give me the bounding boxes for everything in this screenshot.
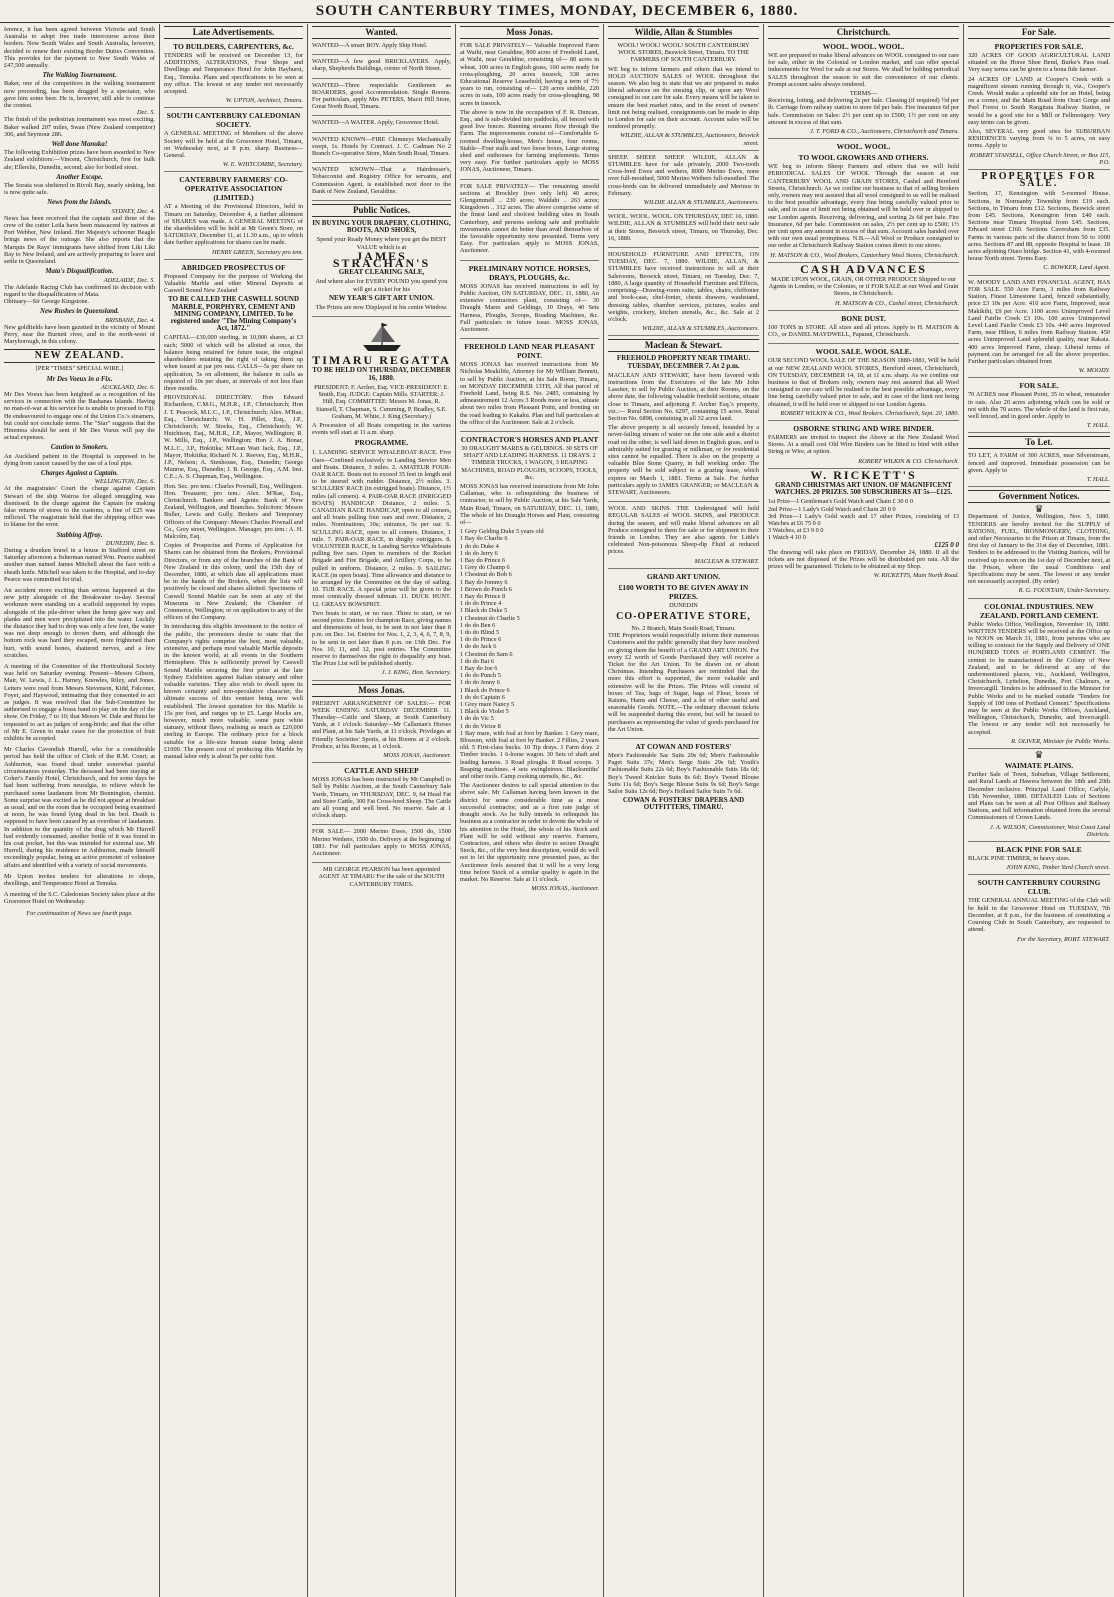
section-heading: Late Advertisements. [164, 26, 303, 39]
section-heading-nz: NEW ZEALAND. [4, 349, 155, 363]
advertisement [460, 183, 599, 261]
ad-body: Section, 17, Kensington with 5-roomed House. Sections, in Normanby Township from £19 each. Sections, in Timaru from £12. Sections, Beswick street from £45. Sections, Kensington from £40 each. Sections near Timaru Hospital from £45. Sections, Edward street £160. Sections Caversham from £35. Farms in various parts of the district from 50 to 1000 acres. Sections 87 and 88, opposite Hospital to lease. 18 acres adjoining Otaio bridge. Section 41, with 4-roomed house North street. Terms Easy. [968, 190, 1110, 263]
advertisement [768, 142, 959, 263]
ad-body: Public Works Office, Wellington, November 16, 1880. WRITTEN TENDERS will be received at the Office up to NOON on March 31, 1881, from persons who are willing to contract for the Supply and Delivery of ONE HUNDRED TONS of PORTLAND CEMENT. The cement to be manufactured in the Colony of New Zealand, and to be delivered at any of the undermentioned places, viz., Auckland, Wellington, Christchurch, Lyttelton, Dunedin, Port Chalmers, or Invercargill. Tenders to be addressed to the Minister for Public Works and to be marked outside "Tenders for Supply of 100 tons of Portland Cement." Specifications may be seen at the Public Works Offices, Auckland, Wellington, Christchurch, Dunedin, and Invercargill. The lowest or any tender will not necessarily be accepted. [968, 620, 1110, 736]
news-paragraph: The Adelaide Racing Club has confirmed its decision with regard to the disqualification of Mata. [4, 283, 155, 298]
news-heading: Mr Des Voeux in a Fix. [46, 375, 113, 383]
horse-list-item: 1 do do Jenny 6 [460, 679, 500, 687]
ad-body: 30 DRAUGHT MARES & GELDINGS. 30 SETS OF SHAFT AND LEADING HARNESS. 11 DRAYS. 2 TIMBER TRUCKS, 1 WAGON, 3 REAPING MACHINES, ROAD PLOUGHS, SCOOPS, TOOLS, &c. [461, 444, 598, 481]
prize-list-item: 3rd Prize—1 Lady's Gold watch and 17 other Prizes, consisting of 13 Watches at £6 75 0 0 [768, 512, 959, 527]
ad-signature: MACLEAN & STEWART. [694, 557, 759, 565]
ad-body: Receiving, lotting, and delivering 2s per bale. Classing (if required) ½d per lb. Carriage from railway station to store 6d per bale. Fire insurance 6d per bale. Commission on Sales: 2½ per cent up to £500; 1½ per cent on any amount in excess of that sum. [768, 97, 959, 126]
ad-body: PRESIDENT: F. Archer, Esq. VICE-PRESIDENT: E. Smith, Esq. JUDGE: Captain Mills. STARTER: J. Hill, Esq. COMMITTEE: Messrs M. Jonas, R. Stansell, T. Chapman, S. Cumming, P. Bradley, S.E. Graham, M. White, J. King (Secretary.) [314, 383, 449, 420]
advertisement [312, 82, 451, 117]
ad-body: W. MOODY LAND AND FINANCIAL AGENT, HAS FOR SALE. 550 Acre Farm, 3 miles from Railway Station, Finest Limestone Land, fenced substantially, price £3 10s per Acre. 410 acre Farm, Improved, near Makikihi, £9 per Acre. 1100 acres Unimproved Level Land Fairlie Creek £3 10s. 100 acres Unimproved Level Land Fairlie Creek £3 10s. 440 acres Improved Farm, near Hilton, 6 miles from Railway Station. 450 acres Unimproved Land splendid quality, near Rakaia. 400 acres Improved Farm, cheap. Liberal terms of payment can be arranged for all the above properties. Further particulars obtained from [968, 278, 1110, 365]
ad-body: Copies of Prospectus and Forms of Application for Shares can be obtained from the Brokers, Provisional Directors, or from any of the branches of the Bank of New Zealand in this colony, until the 15th day of December, 1880, at which date all applications must be in the hands of the Brokers, when the lists will positively be closed and shares allotted. Specimens of Caswell Sound Marble can be seen at any of the Museums in New Zealand; the Chamber of Commerce, Wellington; or on application to any of the officers of the Company. [164, 542, 303, 622]
ad-title: WOOL! WOOL! WOOL! SOUTH CANTERBURY WOOL STORES, Beswick Street, Timaru. TO THE FARMERS OF SOUTH CANTERBURY. [617, 42, 750, 64]
ad-signature: HENRY GREEN, Secretary pro tem. [211, 248, 303, 256]
ad-body: PROVISIONAL DIRECTORY. Hon Edward Richardson, C.M.G., M.H.R., J.P., Christchurch; Hon J. T. Peacock, M.L.C., J.P., Christchurch; Alex. M'Rae, Esq., Christchurch; W. H. Pillet, Esq., J.P., Christchurch; W. Stocks, Esq., Christchurch; W. Hutchison, Esq., M.H.R., J.P., Mayor, Wellington; R. W. Mills, Esq., J.P., Wellington; Hon J. A. Bonar, M.L.C., J.P., Hokitika; M'Lean Wait Jack, Esq., J.P., Mayor, Hokitika; Richard N. J. Reeves, Esq., M.H.R., J.P., Nelson; A. Stenhouse, Esq., Dunedin; George Munroe, Esq., Dunedin; J. B. George, Esq., A.M. Inst. C.E.; A. S. Chapman, Esq., Wellington. [164, 394, 303, 481]
ad-title: WAIMATE PLAINS. [1004, 761, 1074, 771]
ad-signature: COWAN & FOSTERS' DRAPERS AND OUTFITTERS, TIMARU. [622, 796, 745, 812]
ad-body: Men's Fashionable Sac Suits 29s 6d; Men's Fashionable Paget Suits 37s; Men's Serge Suits 29s 6d; Youth's Fashionable Suits 22s 6d; Boy's Fashionable Suits 18s 6d; Boy's Tweed Knicker Suits 8s 6d; Boy's Tweed Blouse Suits 11s 6d; Boy's Serge Blouse Suits 9s 6d; Boy's Serge Sailor Suits 12s 6d; Boy's Holland Sailor Suits 7s 6d. [608, 752, 759, 796]
news-heading: The Walking Tournament. [42, 72, 117, 80]
advertisement [968, 279, 1110, 379]
ad-body: OUR SECOND WOOL SALE OF THE SEASON 1880-1881, Will be held at our NEW ZEALAND WOOL STORES, Hereford street, Christchurch, ON TUESDAY, DECEMBER 14, 18, at 11 a.m. sharp. As we confine our business to that of Brokers only, owners may rest assured that all Wool consigned to our care will be realised to the best possible advantage, every line being carefully valued prior to sale, and in case of the limit not being obtained, it will be held over or shipped to our London Agents. [768, 357, 959, 408]
news-paragraph: The following Exhibition prizes have been awarded to New Zealand exhibitors:—Vincent, Christchurch, first for bulk ale; Ellerslie, Dunedin, second; also for bottled stout. [4, 149, 155, 171]
ad-body: FARMERS are invited to inspect the Above at the New Zealand Wool Stores. At a small cost Old Wire Binders can be fitted to bind with either String or Wire, at option. [768, 433, 959, 456]
ad-body: The drawing will take place on FRIDAY, December 24, 1880. If all the tickets are not disposed of the Prizes will be distributed pro rata. All the prizes will be guaranteed. Tickets to be obtained at my Shop. [768, 548, 959, 571]
ad-body: WE beg to inform Sheep Farmers and others that we will hold PERIODICAL SALES OF WOOL Through the season at our CANTERBURY WOOL AND GRAIN STORES, Cashel and Hereford Streets, Christchurch. As we confine our business to that of selling brokers only, owners may rest assured that all wool consigned to us will be realised to the best possible advantage, every fine being carefully valued prior to sale, and in case of limit not being obtained will be held over or shipped to our London agents. Receiving, delivering, and sorting 2s 6d per bale. Fire Insurance, 6d per bale. Commission on sales, 2½ per cent up to £500; 1½ per cent upon any amount in excess of that sum. Account sales handed over with our own usual promptness. N.B.—All Wool or Produce consigned to our order at Christchurch Railway Station comes direct to our stores. [768, 163, 959, 250]
ad-body: WANTED—Three respectable Gentlemen as BOARDERS, good Accommodation. Single Rooms. For particulars, apply Mrs PETERS, Macri Hill Store, Great North Road, Timaru. [312, 81, 451, 111]
late-ads-column [160, 24, 308, 1597]
ad-body: The above is now in the occupation of F. R. Duncan, Esq., and is sub-divided into paddocks, all fenced with good live fences. Running streams flow through the Farm. The improvements consist of—Comfortable 6-roomed dwelling-house, Men's house, four rooms, Stable—Four stalls and two loose boxes, Large storing shed and outhouses for farming implements. Terms very easy. For further particulars apply to MOSS JONAS, Auctioneer, Timaru. [460, 108, 599, 174]
advertisement [608, 154, 759, 210]
ad-title: FOR SALE. [1019, 381, 1059, 391]
ad-body: 24 ACRES OF LAND at Cooper's Creek with a magnificent stream running through it, viz., Cooper's Creek. Would make a splendid site for an Hotel, being on a corner, and the Main Road from Orari Gorge and Peel Forest to South Rangitata Railway Station, or would be a good site for a Mill or Fellmongery. Very easy terms can be given. [968, 75, 1110, 126]
ad-signature: For the Secretary, ROBT. STEWART. [1016, 935, 1110, 943]
news-paragraph: News has been received that the captain and three of the crew of the cutter Leila have been massacred by natives at Port Webber, New Ireland. Her Majesty's schooner Beagle brings news of the outrage. She also reports that the Marquis De Rays' immigrants have shifted from Liki Liki Bay to New Ireland, and are actively preparing to leave and settle in Queensland. [4, 214, 155, 266]
ad-body: Spend your Ready Money where you get the BEST VALUE which is at [316, 236, 447, 251]
advertisement [312, 42, 451, 55]
ad-title: WOOL. WOOL. [836, 142, 891, 152]
advertisement [608, 251, 759, 336]
ad-title: JAMES STRACHAN'S [332, 248, 431, 271]
ad-body: Proposed Company for the purpose of Working the Valuable Marble and other Mineral Deposits at Caswell Sound New Zealand [164, 272, 303, 295]
ad-body: CAPITAL—£30,000 sterling, in 10,000 shares, at £3 each; 5000 of which will be allotted at once, the balance being retained for future issue, the original shareholders retaining the right of taking them up when issued at par pro rata. CALLS—5s per share on application, 5s on allotment, the balance in calls as required of 10s per share, at intervals of not less than three months. [164, 334, 303, 392]
continuation-note: For continuation of News see fourth page. [26, 909, 133, 917]
news-heading: Charges Against a Captain. [40, 469, 119, 477]
advertisement [312, 136, 451, 164]
ad-body: WE beg to inform farmers and others that we intend to HOLD AUCTION SALES of WOOL throughout the season. We also beg to state that we are prepared to make liberal advances on the ensuing clip, or upon any Wool consigned to our care for sale. Every means will be taken to ensure the best market rates, and in the event of owners' limit not being realised, consignments can be made to ship to London for sale on their account. Account sales will be rendered promptly. [608, 65, 759, 131]
section-heading: Christchurch. [768, 26, 959, 39]
ad-body: Further Sale of Town, Suburban, Village Settlement, and Rural Lands at Hawera between the 18th and 20th December inclusive. Principal Land Office, Carlyle, 15th November, 1880. DETAILED Lists of Sections and Plans can be seen at all Post Offices and Railway Stations, and full information obtained from the several Commissioners of Crown Lands. [968, 771, 1110, 822]
ad-title: OSBORNE STRING AND WIRE BINDER. [793, 423, 934, 433]
advertisement [768, 424, 959, 469]
news-paragraph: Baker, one of the competitors in the walking tournament now proceeding, has been drugged by a spectator, who gave him some beer. He is, however, still able to continue the contest. [4, 80, 155, 110]
ad-signature: T. HALL. [1086, 475, 1110, 483]
sailing-ship-icon [359, 320, 405, 354]
ad-title: COLONIAL INDUSTRIES. NEW ZEALAND. PORTLAND CEMENT. [979, 601, 1099, 620]
ad-body: The Prizes are now Displayed in his centre Window. [315, 304, 448, 312]
ad-signature: J. T. FORD & CO., Auctioneers, Christchurch and Timaru. [810, 128, 959, 136]
section-heading: Maclean & Stewart. [608, 339, 759, 352]
horse-list-item: 1 do do Prince 4 [460, 600, 502, 608]
ad-title: FREEHOLD PROPERTY NEAR TIMARU. TUESDAY, DECEMBER 7. At 2 p.m. [616, 354, 751, 370]
ad-body: 70 ACRES near Pleasant Point, 35 in wheat, remainder in oats. Also 20 acres adjoining which can be sold or not with the 70 acres. The whole of the land is first rate, well fenced, and in good order. Apply to [968, 391, 1110, 420]
ad-body: The Auctioneer desires to call special attention to the above sale. Mr Callaman having been known in the district for some considerable time as a most successful contractor, and as a first rate judge of draught stock. As he fully intends to relinquish his business as a contractor in order to devote the whole of his attention to the Hotel, the whole of his Stock and Plant will be sold without any reserve. Farmers, Contractors, and others who desire to secure Draught Stock, &c., of the very best description, would do well not to let the opportunity now presented pass, as the Auctioneer feels assured that it will be a very long time before Stock of a similar quality is again in the market. No Reserve. Sale at 11 o'clock. [460, 782, 599, 883]
advertisement [312, 866, 451, 893]
news-heading: News from the Islands. [47, 199, 112, 207]
royal-crest-icon: ♛ [1034, 504, 1044, 516]
news-paragraph: Mr Upton invites tenders for alterations to shops, dwellings, and Temperance Hotel at Temuka. [4, 872, 155, 887]
ad-title: PROPERTIES FOR SALE. [994, 42, 1084, 51]
masthead: SOUTH CANTERBURY TIMES, MONDAY, DECEMBER 6, 1880. [0, 0, 1114, 23]
ad-body: MOSS JONAS has received instructions to sell by Public Auction, ON SATURDAY, DEC. 11, 1880, An extensive contractors plant, consisting of— 30 Draught Mares and Geldings, 10 Drays, 40 Sets Harness, Ploughs, Scoops, Roading Machines, &c. Full particulars in future issue. MOSS JONAS, Auctioneer. [460, 282, 599, 333]
ad-signature: MOSS JONAS, Auctioneer. [383, 752, 451, 760]
ad-signature: JOHN KING, Timber Yard Church street. [1006, 864, 1110, 872]
advertisement [312, 220, 451, 317]
advertisement [312, 119, 451, 132]
ad-body: A GENERAL MEETING of Members of the above Society will be held at the Grosvenor Hotel, Timaru, on Wednesday next, at 8 p.m. sharp. Business—General. [164, 130, 303, 160]
news-paragraph: The Sorata was sheltered in Rivoli Bay, nearly sinking, but is now quite safe. [4, 182, 155, 197]
ad-title: CASH ADVANCES [800, 261, 927, 276]
advertisement [968, 381, 1110, 433]
news-paragraph: An Auckland patient in the Hospital is supposed to be dying from cancer caused by the use of a foul pipe. [4, 452, 155, 467]
horse-list-item: 1 Bay do Charlie 6 [460, 535, 508, 543]
ad-body: FOR SALE PRIVATELY— The remaining unsold sections at Brockley (two only left) 40 acres; Glengummell .. 230 acres; Waldahi .. 263 acres; Kingsdown .. 312 acres. The above comprise some of the finest land and choicest building sites in South Canterbury, and persons seeking safe and profitable investments cannot do better than avail themselves of the favorable opportunity now presented. Terms very Easy. For particulars apply to MOSS JONAS, Auctioneer. [460, 182, 599, 255]
ad-body: MACLEAN AND STEWART, have been favored with instructions from the Executors of the late Mr John Lassiter, to sell by Public Auction, at their Rooms, on the above date, the following valuable freehold sections, situate close to Timaru, and adjoining F. Archer Esq.'s property, viz.:— Rural Section No. 6297, containing 15 acres. Rural Section No. 6898, containing in all 32 acres land. [608, 371, 759, 422]
advertisement [312, 320, 451, 680]
advertisement [968, 173, 1110, 276]
ad-body: WE are prepared to make liberal advances on WOOL consigned to our care for sale, either in the Colonial or London market, and can offer special inducements for Wool for sale at our Stores. We shall be holding periodical SALES throughout the season to suit the convenience of our clients. Prompt account sales always rendered. [768, 52, 959, 88]
dateline: SYDNEY, Dec. 4. [111, 207, 155, 215]
ad-body: GRAND CHRISTMAS ART UNION. OF MAGNIFICENT WATCHES. 20 PRIZES. 500 SUBSCRIBERS AT 5s—£125. [774, 480, 953, 497]
prize-total: £125 0 0 [934, 540, 959, 549]
horse-list-item: 1 Bay do Prince 8 [460, 593, 506, 600]
moss-jonas-column [456, 24, 604, 1597]
horse-list-item: 1 Brown do Punch 6 [460, 585, 512, 593]
horse-list-item: 1 do do Captain 6 [460, 693, 505, 701]
news-paragraph: Obituary—Sir George Kingstone. [4, 298, 90, 306]
ad-signature: ROBERT WILKIN & CO., Wool Brokers. Christchurch, Sept. 20, 1880. [780, 409, 959, 417]
advertisement [460, 264, 599, 339]
advertisement [164, 111, 303, 172]
ad-title: TO BUILDERS, CARPENTERS, &c. [173, 42, 294, 51]
ad-body: IN BUYING YOUR DRAPERY, CLOTHING, BOOTS, AND SHOES, [312, 219, 451, 235]
ad-title: CO-OPERATIVE STORE, [616, 611, 751, 622]
ad-body: HOUSEHOLD FURNITURE AND EFFECTS, ON TUESDAY, DEC. 7, 1880. WILDIE, ALLAN, & STUMBLES have received instructions to sell at their Salerooms, Beswick street, Timaru, on Tuesday, Dec. 7, 1880, A large quantity of Household Furniture and Effects, comprising—Drawing-room suite, tables, chairs, chiffonier and book-case, chef-fonier, chests drawers, washstand, dressing tables, chamber services, pictures, scales and weights, crockery, kitchen utensils, &c., &c. Sale at 2 o'clock. [608, 251, 759, 323]
advertisement [768, 314, 959, 344]
advertisement [460, 42, 599, 180]
section-heading: Moss Jonas. [312, 684, 451, 697]
ad-body: THE GENERAL ANNUAL MEETING of the Club will be held in the Grosvenor Hotel on TUESDAY, 7th December, at 8 p.m., for the business of constituting a Coursing Club in South Canterbury, are requested to attend. [968, 897, 1110, 934]
ad-body: 320 ACRES OF GOOD AGRICULTURAL LAND situated on the Horse Shoe Bend, Burke's Pass road. Very easy terms can be given to a bona fide farmer. [968, 52, 1110, 74]
ad-title: W. RICKETT'S [810, 467, 917, 482]
wire-subheading: [PER "TIMES" SPECIAL WIRE.] [35, 365, 124, 373]
ad-body: 100 TONS in STORE. All sizes and all prices. Apply to H. MATSON & CO., or DANIEL MAYDWELL, Papanui, Christchurch. [768, 323, 959, 339]
ad-signature: J. A. WILSON, Commissioner, West Coast Land Districts. [989, 823, 1110, 838]
section-heading: Wildie, Allan & Stumbles [608, 26, 759, 39]
advertisement [608, 42, 759, 151]
ad-title: WOOL. WOOL. WOOL. [822, 42, 905, 51]
ad-signature: W. MOODY. [1078, 367, 1110, 375]
advertisement [768, 347, 959, 421]
news-heading: New Rushes in Queensland. [40, 308, 119, 316]
ad-title: BONE DUST. [841, 313, 886, 323]
ad-signature: J. J. KING, Hon. Secretary. [381, 669, 451, 677]
ad-title: GRAND ART UNION. [646, 571, 721, 581]
ad-body: In introducing this eligible investment to the notice of the public, the promoters desire to state that the Company's rights comprise the best, most valuable, extensive, and perhaps most valuable Marble deposits in the known world, at all events in the Southern Hemisphere. This is sufficiently proved by Caswell Sound Marble securing the first prize at the late Sydney Exhibition against Italian statuary and other valuable varieties. They also wish to dwell upon its known certainty and non-speculative character, the ultimate success of this venture being now well established. The lowest quotation for this Marble is 15s per foot, and ranges up to £5. Large blocks are, however, much more valuable, some pure white statuary, without flaws, realising as much as £20,000 sterling in Europe. The ordinary price for a block suitable for a life-size human statue being about £1000. The present cost of producing this Marble by manual labor only is about 5s per cubic foot. [164, 623, 303, 761]
ad-body: MOSS JONAS has received instructions from Mr John Callaman, who is relinquishing the business of contractor, to sell by Public Auction, at his Sale Yards, Main Road, Timaru, on SATURDAY, DEC. 11, 1880, The whole of his Draught Horses and Plant, consisting of— [460, 482, 599, 526]
ad-body: GREAT CLEARING SALE, [338, 268, 425, 277]
news-paragraph: During a drunken brawl in a house in Stafford street on Saturday afternoon a fisherman named Wm. Pearce stabbed another man named James Mitchell about the face with a sheath knife. Mitchell was taken to the Hospital, and to-day Pearce was committed for trial. [4, 547, 155, 583]
ad-signature: W. E. WHITCOMBE, Secretary. [222, 161, 303, 169]
news-paragraph: A meeting of the S.C. Caledonian Society takes place at the Grosvenor Hotel on Wednesday. [4, 891, 155, 906]
dateline: Dec. 5. [136, 109, 155, 117]
news-heading: Stabbing Affray. [56, 531, 103, 539]
section-heading: Government Notices. [968, 490, 1110, 503]
advertisement [608, 572, 759, 739]
dateline: WELLINGTON, Dec. 6. [94, 478, 155, 486]
ad-body: Department of Justice, Wellington, Nov. 5, 1880. TENDERS are hereby invited for the SUPPLY of RATIONS, FUEL, IRONMONGERY, CLOTHING, and other Necessaries to the Prison at Timaru, from the first day of January to the 31st day of December, 1881. Tenders to be addressed to the Visiting Justices, will be received up to noon on the 1st day of December next, at the Prison, where the usual Conditions and Specifications may be seen. The lowest or any tender not necessarily accepted. (By order) [968, 513, 1110, 586]
dateline: ADELAIDE, Dec. 5. [103, 276, 155, 284]
ad-title: CATTLE AND SHEEP [344, 766, 419, 776]
horse-list [460, 528, 599, 730]
news-heading: Caution to Smokers. [50, 444, 109, 452]
ad-signature: MOSS JONAS, Auctioneer. [531, 885, 599, 893]
horse-list-item: 1 Bay do Jommy 6 [460, 578, 508, 586]
news-heading: Well done Manuka! [51, 141, 108, 149]
advertisement [968, 878, 1110, 945]
news-paragraph: New goldfields have been gazetted in the vicinity of Mount Perry, near the Burnett river, and to the north-west of Maryborough, in this colony. [4, 323, 155, 346]
ad-signature: H. MATSON & CO., Wool Brokers, Canterbury Wool Stores, Christchurch. [770, 251, 959, 259]
horse-list-item: 1 Black do Violet 5 [460, 708, 509, 716]
advertisement [164, 263, 303, 765]
horse-list-item: 1 Chestnut do Charlie 5 [460, 614, 520, 622]
ad-body: THE Proprietors would respectfully inform their numerous Customers and the public generally that they have resolved on giving them the benefit of a GRAND ART UNION. For every £2 worth of Goods Purchased they will receive a Ticket for the Art Union. To be drawn on or about Christmas. Intending Purchasers are reminded that the more this effort is supported, the more valuable and extensive will be the Prizes. The Prizes will consist of boxes of Tea, bags of Sugar, bags of Flour, boxes of Raisins, Hams and Cheese, and a lot of other useful and seasonable Goods. NOTE.—The ordinary discount tickets will be suspended during this event, but will be issued to purchasers as representing the value of goods purchased for the Art Union. [608, 632, 759, 733]
horse-list-item: 1 do do Ben 6 [460, 621, 496, 629]
news-heading: Another Escape. [56, 173, 103, 181]
ad-title: ABRIDGED PROSPECTUS OF [181, 262, 286, 272]
ad-body: BLACK PINE TIMBER, in heavy sizes. [968, 855, 1071, 863]
prize-list-item: 2nd Prize—1 Lady's Gold Watch and Chain 20 0 0 [768, 505, 896, 513]
news-heading: Mata's Disqualification. [45, 268, 114, 276]
advertisement [164, 42, 303, 108]
ad-signature: W. UPTON, Architect, Timaru. [225, 97, 303, 105]
ad-title: PRELIMINARY NOTICE. HORSES, DRAYS, PLOUGHS, &c. [468, 263, 591, 282]
horse-list-item: 1 do do Victor 8 [460, 722, 501, 730]
ad-body: FOR SALE PRIVATELY— Valuable Improved Farm at Waihi, near Geraldine, 800 acres of Freehold Land, at Waihi, near Geraldine, consisting of— 80 acres in wheat, 100 acres in English grass, 100 acres ready for cross-ploughing, 20 acres tussock, 338 acres Educational Reserve Leasehold, having a term of 7½ years to run, consisting of— 120 acres stubble, 220 acres in oats, 100 acres ready for cross-ploughing, 98 acres in tussock. [460, 42, 599, 107]
news-paragraph: The finish of the pedestrian tournament was most exciting. Baker walked 207 miles, Swan (New Zealand competitor) 306, and Seymour 286. [4, 116, 155, 138]
ad-body: WANTED—A smart BOY. Apply Ship Hotel. [312, 42, 428, 49]
ad-body: 1. LANDING SERVICE WHALEBOAT RACE. Five Oars—Confined exclusively to Landing Service Men and Boats. Distance, 3 miles. 2. AMATEUR FOUR-OAR RACE. Boats not to exceed 35 feet in length and to be steered with rudder. Distance, 2½ miles. 3. SCULLERS' RACE (in outrigged boats). Distance, 1½ miles (all comers). 4. PAIR-OAR RACE (INRIGGED BOATS) HANDICAP. Distance, 2 miles. 5. CANADIAN RACE HANDICAP, open to all comers, and all boats pulling four oars and over. Distance, 2 miles. Nominations, 10s; entrance, 5s per oar. 6. SCULLING RACE, open to all comers. Distance, 1 mile. 7. PAIR-OAR RACE, in dinghy outriggers. 8. VOLUNTEER RACE, in Landing Service Whaleboats pulling five oars. Open to members of the Rocket Brigade and Fire Brigade, and Artillery Corps, to be pulled in uniform. Distance, 2 miles. 9. SAILING RACE (in open boats). Time allowance and distance to be arranged by the Committee on the day of sailing. 10. TUB RACE. A special prize will be given to the most comically dressed tubman. 11. DUCK HUNT. 12. GREASY BOWSPRIT. [312, 449, 451, 608]
news-paragraph: At the magistrates' Court the charge against Captain Stewart of the ship Wairoa for alleged smuggling was dismissed. In the charge against the Captain for making false returns of stores to the customs, a fine of £25 was inflicted. The magistrate held that the shipping office was to blame for the error. [4, 485, 155, 529]
advertisement [312, 700, 451, 764]
news-column [0, 24, 160, 1597]
section-heading: Wanted. [312, 26, 451, 39]
advertisement [968, 452, 1110, 487]
ad-title: BLACK PINE FOR SALE [996, 845, 1082, 855]
horse-list-item: 1 Chestnut do Bob 6 [460, 571, 512, 579]
horse-list-item: 1 Grey mare Nancy 5 [460, 701, 515, 709]
ad-body: And where also for EVERY POUND you spend you will get a ticket for his [315, 278, 448, 293]
ad-title: CANTERBURY FARMERS' CO-OPERATIVE ASSOCIATION (LIMITED.) [179, 175, 288, 203]
dateline: BRISBANE, Dec. 4. [105, 316, 155, 324]
ad-title: FREEHOLD LAND NEAR PLEASANT POINT. [464, 342, 595, 361]
ad-signature: H. MATSON & CO., Cashel street, Christchurch. [834, 299, 959, 307]
horse-list-item: 1 do do Punch 5 [460, 672, 501, 680]
ad-body: WOOL AND SKINS. THE Undersigned will hold REGULAR SALES of WOOL SKINS, and PRODUCE during the season, and will make liberal advances on all Produce consigned to them for sale or for shipment to their friends in London. They are also agents for Little's celebrated Non-poisonous Sheep-dip Fluid at reduced prices. [608, 505, 759, 556]
advertisement [312, 166, 451, 201]
ad-body: Hon. Sec. pro tem.: Charles Pownall, Esq., Wellington. Hon. Treasurer, pro tem.: Alex. M'Rae, Esq., Christchurch. Bankers and Agents: Bank of New Zealand, Wellington, and Branches. Solicitors: Messrs Buller, Lewis and Gully. Brokers and Temporary Officers of the Company: Messrs Charles Pownall and Co., Grey street, Wellington. Manager, pro tem.: A. H. Malcolm, Esq. [164, 482, 303, 540]
ad-body: MADE UPON WOOL, GRAIN, OR OTHER PRODUCE Shipped to our Agents in London, or the Colonies, or if FOR SALE at our Wool and Grain Stores, in Christchurch. [768, 276, 959, 298]
advertisement [608, 742, 759, 815]
prize-list-item: 1st Prize—1 Gentleman's Gold Watch and Chain £ 30 0 0 [768, 498, 913, 506]
ad-title: PROPERTIES FOR SALE. [981, 171, 1097, 190]
wanted-column [308, 24, 456, 1597]
ad-body: MR GEORGE PEARSON has been appointed AGENT AT TIMARU For the sale of the SOUTH CANTERBURY TIMES. [318, 866, 445, 888]
horse-list-item: 1 do do Jack 6 [460, 643, 497, 651]
news-paragraph: Mr Charles Cavendish Hurrell, who for a considerable period has held the office of Clerk of the R.M. Court, at Ashburton, was found dead under somewhat painful circumstances yesterday. The deceased had been staying at Coker's Family Hotel, Christchurch, and for some days he had been suffering from neuralgia, to relieve which he purchased some laudanum from Mr Bonnington, chemist. Some surprise was excited as he did not appear at breakfast as usual, and on the room that he occupied being examined at noon, he was found lying dead in his bed. Death is supposed to have been caused by an overdose of laudanum. In addition to the quantity of the drug which Mr Hurrell had evidently consumed, another bottle of it was found in his coat pocket, but this was intended for external use. Mr Hurrell, during his residence in Ashburton, made himself exceedingly popular, being an active promoter of volunteer affairs and identified with a variety of social movements. [4, 746, 155, 869]
dateline: DUNEDIN, Dec. 6. [105, 539, 155, 547]
news-paragraph: A meeting of the Committee of the Horticultural Society was held on Saturday evening. Present—Messrs Gibson, Mair, W. Lewis, J. L. Harney, Knowles, Riley, and Jones. Letters were read from Messrs Stevenson, Kidd, Falconer, Foyer, and Haywood, intimating that they consented to act as judges. It was resolved that the Sub-Committee be authorised to engage a brass band to play on the day of the show. On Friday, 7 to 10; that Messrs W. Dale and Buist be requested to act as judges of song-birds; and that the offer of Mr E. Green to make cases for the protection of fruit exhibits be accepted. [4, 663, 155, 743]
ad-signature: C. BOWKER, Land Agent. [1043, 264, 1110, 272]
ad-body: WANTED—A WAITER. Apply, Grosvenor Hotel. [312, 119, 440, 127]
horse-list-item: 1 do do Bat 6 [460, 657, 494, 665]
news-paragraph: An accident more exciting than serious happened at the new jetty alongside of the Breakwater to-day. Several workmen were standing on a scaffold supported by ropes alongside of the pile-driver when the hemp gave way and planks and men were precipitated into the water. Luckily the distance they had to drop was only a few feet, the water was not deep enough to drown them, and although the bottom rock was hard they escaped, more frightened than hurt, with sound bones, shattered nerves, and a few scratches. [4, 587, 155, 659]
advertisement [768, 42, 959, 139]
ad-title: PROGRAMME. [354, 438, 409, 448]
horse-list-item: 1 do do Jerry 6 [460, 549, 498, 557]
ad-body: The above property is all securely fenced, bounded by a never-failing stream of water on the one side and a district road on the other, is well laid down in English grass, and is admirably suited for grazing or milkman, or for residential sites cannot be equalled. There is also on the property a valuable Blue Stone Quarry, in full working order. The property will be sold subject to a grazing lease, which expires on March 1, 1881. Terms at Sale. For further particulars apply to JAMES GRANGER; or MACLEAN & STEWART, Auctioneers. [608, 424, 759, 496]
horse-list-item: 1 Chestnut do Sam 6 [460, 650, 513, 658]
horse-list-item: 1 Bay do Prince 6 [460, 556, 506, 564]
christchurch-column [764, 24, 964, 1597]
ad-signature: ROBERT STANSELL, Office Church Street, or Box 115, P.O. [969, 151, 1110, 166]
ad-body: AT a Meeting of the Provisional Directors, held in Timaru on Saturday, December 4, a further allotment of SHARES was made. A GENERAL MEETING of the shareholders will be held at Mr Green's Store, on SATURDAY, December 11, at 11.30 a.m., up to which date further applications for shares can be made. [164, 203, 303, 247]
ad-body: DUNEDIN [669, 601, 698, 609]
ad-body: SHEEP. SHEEP. SHEEP. WILDIE, ALLAN & STUMBLES have for sale privately, 2000 Two-tooth Cross-bred Ewes and wethers, 8000 Merino Ewes, none over full-mouthed, 5000 Merino Wethers full-mouthed. The cross-breds can be delivered immediately and Merinos in February. [608, 153, 759, 197]
advertisement [312, 766, 451, 825]
advertisement [460, 342, 599, 432]
advertisement [768, 261, 959, 311]
horse-list-item: 1 do do Duke 4 [460, 542, 499, 550]
ad-title: AT COWAN AND FOSTERS' [635, 742, 732, 752]
dateline: AUCKLAND, Dec. 6. [100, 383, 155, 391]
ad-signature: R. G. FOUNTAIN, Under-Secretary. [1018, 587, 1110, 595]
section-heading: For Sale. [968, 26, 1110, 39]
advertisement [968, 602, 1110, 749]
section-heading: Public Notices. [312, 204, 451, 217]
advertisement [460, 435, 599, 895]
horse-list-item: 1 Grey Gelding Duke 5 years old [460, 528, 544, 536]
ad-body: NEW YEAR'S GIFT ART UNION. [328, 293, 435, 302]
ad-body: FOR SALE— 2000 Merino Ewes, 1500 do, 1500 Merino Wethers, 1500 do. Delivery at the beginning of 1881. For full particulars apply to MOSS JONAS, Auctioneer. [312, 828, 451, 858]
ad-body: TENDERS will be received on December 13, for ADDITIONS, ALTERATIONS, Four Shops and Dwellings and Temperance Hotel for John Hayhurst, Esq., Temuka. Plans and specifications to be seen at my office. The lowest or any tender not necessarily accepted. [164, 52, 303, 96]
horse-list-item: 1 Black do Duke 5 [460, 607, 508, 615]
ad-signature: ROBERT WILKIN & CO. Christchurch. [858, 457, 959, 465]
prize-list-item: 3 Watches, at £3 9 0 0 [768, 527, 824, 535]
terms-heading: TERMS— [849, 90, 878, 98]
ad-body: WOOL. WOOL. WOOL. ON THURSDAY, DEC 16, 1880. WILDIE, ALLAN & STUMBLES will hold their next sale at their Stores, Beswick street, Timaru, on Thursday, Dec. 16, 1880. [608, 213, 759, 242]
ad-body: WANTED KNOWN—That a Hairdresser's, Tobacconist and Registry Office for servants, and Commission Agent, is established next door to the Bank of New Zealand, Geraldine. [312, 166, 451, 195]
advertisement [608, 213, 759, 248]
ad-title: SOUTH CANTERBURY CALEDONIAN SOCIETY. [166, 111, 301, 130]
ad-title: CONTRACTOR'S HORSES AND PLANT [460, 434, 599, 444]
newspaper-columns [0, 24, 1114, 1597]
for-sale-column [964, 24, 1114, 1597]
ad-title: WOOL SALE. WOOL SALE. [815, 347, 912, 357]
section-heading: To Let. [968, 436, 1110, 449]
ad-body: 1 Bay mare, with foal at foot by Banker. 1 Grey mare, Blossom, with foal at foot by Banker. 2 Fillies, 2 years old. 5 First-class bucks. 10 Tip drays. 1 Farm dray. 2 Timber trucks. 1 6-horse wagon. 30 Sets of shaft and leading harness. 3 Road ploughs. 8 Road scoops. 3 Reaping machines. 4 sets swingletrees. Blacksmiths' and other tools. Camp cooking utensils, &c., &c. [460, 729, 599, 781]
wildie-column [604, 24, 764, 1597]
ad-signature: WILDIE ALLAN & STUMBLES, Auctioneers. [643, 199, 759, 207]
ad-body: TO BE HELD ON THURSDAY, DECEMBER 16, 1880. [312, 366, 451, 382]
ad-body: MOSS JONAS has been instructed by Mr Campbell to Sell by Public Auction, at the South Canterbury Sale Yards, Timaru, on THURSDAY, DEC. 9, 64 Head Fat and Store Cattle, 300 Fat Cross-bred Sheep. The Cattle are all young and well bred. No reserve. Sale at 1 o'clock sharp. [312, 776, 451, 820]
ad-body: Also, SEVERAL very good sites for SUBURBAN RESIDENCES varying from ¼ to 5 acres, on easy terms. Apply to [968, 128, 1110, 150]
horse-list-item: 1 Black do Prince 6 [460, 686, 510, 694]
ad-signature: T. HALL. [1086, 422, 1110, 430]
news-paragraph: ference, it has been agreed between Victoria and South Australia to adopt free trade intercourse across their borders. Now South Wales and South Australia, however, decided to renew their existing Border Duties Convention. This provides for the payment to New South Wales of £47,500 annually. [4, 26, 155, 70]
prize-list-item: 1 Watch 4 10 0 [768, 534, 806, 542]
company-name: TO BE CALLED THE CASWELL SOUND MARBLE, PORPHYRY, CEMENT AND MINING COMPANY, LIMITED. To be registered under "The Mining Company's Act, 1872." [167, 295, 300, 333]
advertisement [968, 52, 1110, 170]
advertisement [312, 828, 451, 863]
advertisement [968, 845, 1110, 875]
ad-body: MOSS JONAS has received instructions from Mr Nicholas Meakilife, Attorney for Mr William Bennett, to sell by Public Auction, at his Sale Room, Timaru, on MONDAY DECEMBER 13TH, All that parcel of Freehold Land, being R.S. No. 2485, containing by admeasurement 12 Acres 3 Roods more or less, situate about two miles from Pleasant Point, and fronting on the road leading to Kakahu. Plan and full particulars at the office of the Auctioneer. Sale at 2 o'clock. [460, 361, 599, 426]
advertisement [164, 175, 303, 259]
ad-signature: WILDIE, ALLAN & STUMBLES, Auctioneers. [642, 325, 759, 333]
ad-body: WANTED KNOWN—FIRE Chimneys Mechanically swept, 1s. Hotels by Contract. J. C. Cadman No 2 Branch Co-operative Store, Main South Road, Timaru. [312, 135, 451, 158]
ad-signature: WILDIE, ALLAN & STUMBLES, Auctioneers, Beswick street. [620, 132, 759, 147]
ad-body: TO LET, A FARM of 300 ACRES, near Silverstream, fenced and improved. Immediate possession can be given. Apply to [968, 452, 1110, 474]
ad-title: TO WOOL GROWERS AND OTHERS. [798, 153, 929, 163]
royal-crest-icon: ♛ [1034, 750, 1044, 762]
advertisement [768, 467, 959, 583]
ad-body: Two boats to start, or no race. Three to start, or no second prize. Entries for champion Race, giving names and dimensions of boat, to be sent in not later than 8 p.m. on Dec. 1st. Entries for Nos. 1, 2, 3, 4, 6, 7, 8, 9, to be sent in not later than 8 p.m. on 13th Dec. For Nos. 10, 11, and 12, post entries. The Committee reserve to themselves the right to disqualify any boat. The Prize List will be published shortly. [312, 609, 452, 668]
ad-signature: R. OLIVER, Minister for Public Works. [1011, 737, 1110, 745]
ad-body: No. 2 Branch, Main South Road, Timaru. [631, 625, 736, 632]
ad-title: SOUTH CANTERBURY COURSING CLUB. [977, 878, 1101, 897]
ad-title: £100 WORTH TO BE GIVEN AWAY IN PRIZES. [618, 582, 749, 601]
news-paragraph: Mr Des Voeux has been knighted as a recognition of his services in connection with the Bashanas Islands. Having no man-of-war at his service he is unable to proceed to Fiji. He endeavoured to engage one of the Union Co.'s steamers, but could not conclude terms. The "Star" suggests that the Hinemoa should be sent if Mr Des Voeux will pay the actual expenses. [4, 390, 155, 442]
horse-list-item: 1 Grey do Champ 6 [460, 564, 510, 572]
horse-list-item: 1 do do Vic 5 [460, 715, 494, 723]
ad-body: WANTED—A few good BRICKLAYERS. Apply, sharp, Shepherds Buildings, corner of North Street. [312, 58, 451, 73]
horse-list-item: 1 do do Prince 6 [460, 636, 502, 644]
advertisement [968, 752, 1110, 842]
horse-list-item: 1 do do Blind 5 [460, 629, 500, 637]
ad-title: TIMARU REGATTA [312, 353, 451, 368]
advertisement [608, 355, 759, 502]
ad-body: A Procession of all Boats competing in the various events will start at 11 a.m. sharp. [312, 421, 451, 437]
advertisement [608, 505, 759, 569]
ad-signature: W. RICKETTS, Main North Road. [873, 572, 959, 580]
horse-list-item: 1 Bay do Joe 6 [460, 665, 498, 673]
advertisement [312, 58, 451, 78]
advertisement [968, 506, 1110, 598]
section-heading: Moss Jonas. [460, 26, 599, 39]
ad-body: PRESENT ARRANGEMENT OF SALES:— FOR WEEK ENDING SATURDAY DECEMBER 11. Thursday—Cattle and Sheep, at South Canterbury Yards, at 1 o'clock. Saturday—Mr Callaman's Horses and Plant, at his Sale Yards, at 11 o'clock. Privileges at Friendly Societies' Sports, at his Rooms at 2 o'clock. Produce, at his Rooms, at 1 o'clock. [312, 699, 451, 750]
prize-list [768, 498, 959, 541]
